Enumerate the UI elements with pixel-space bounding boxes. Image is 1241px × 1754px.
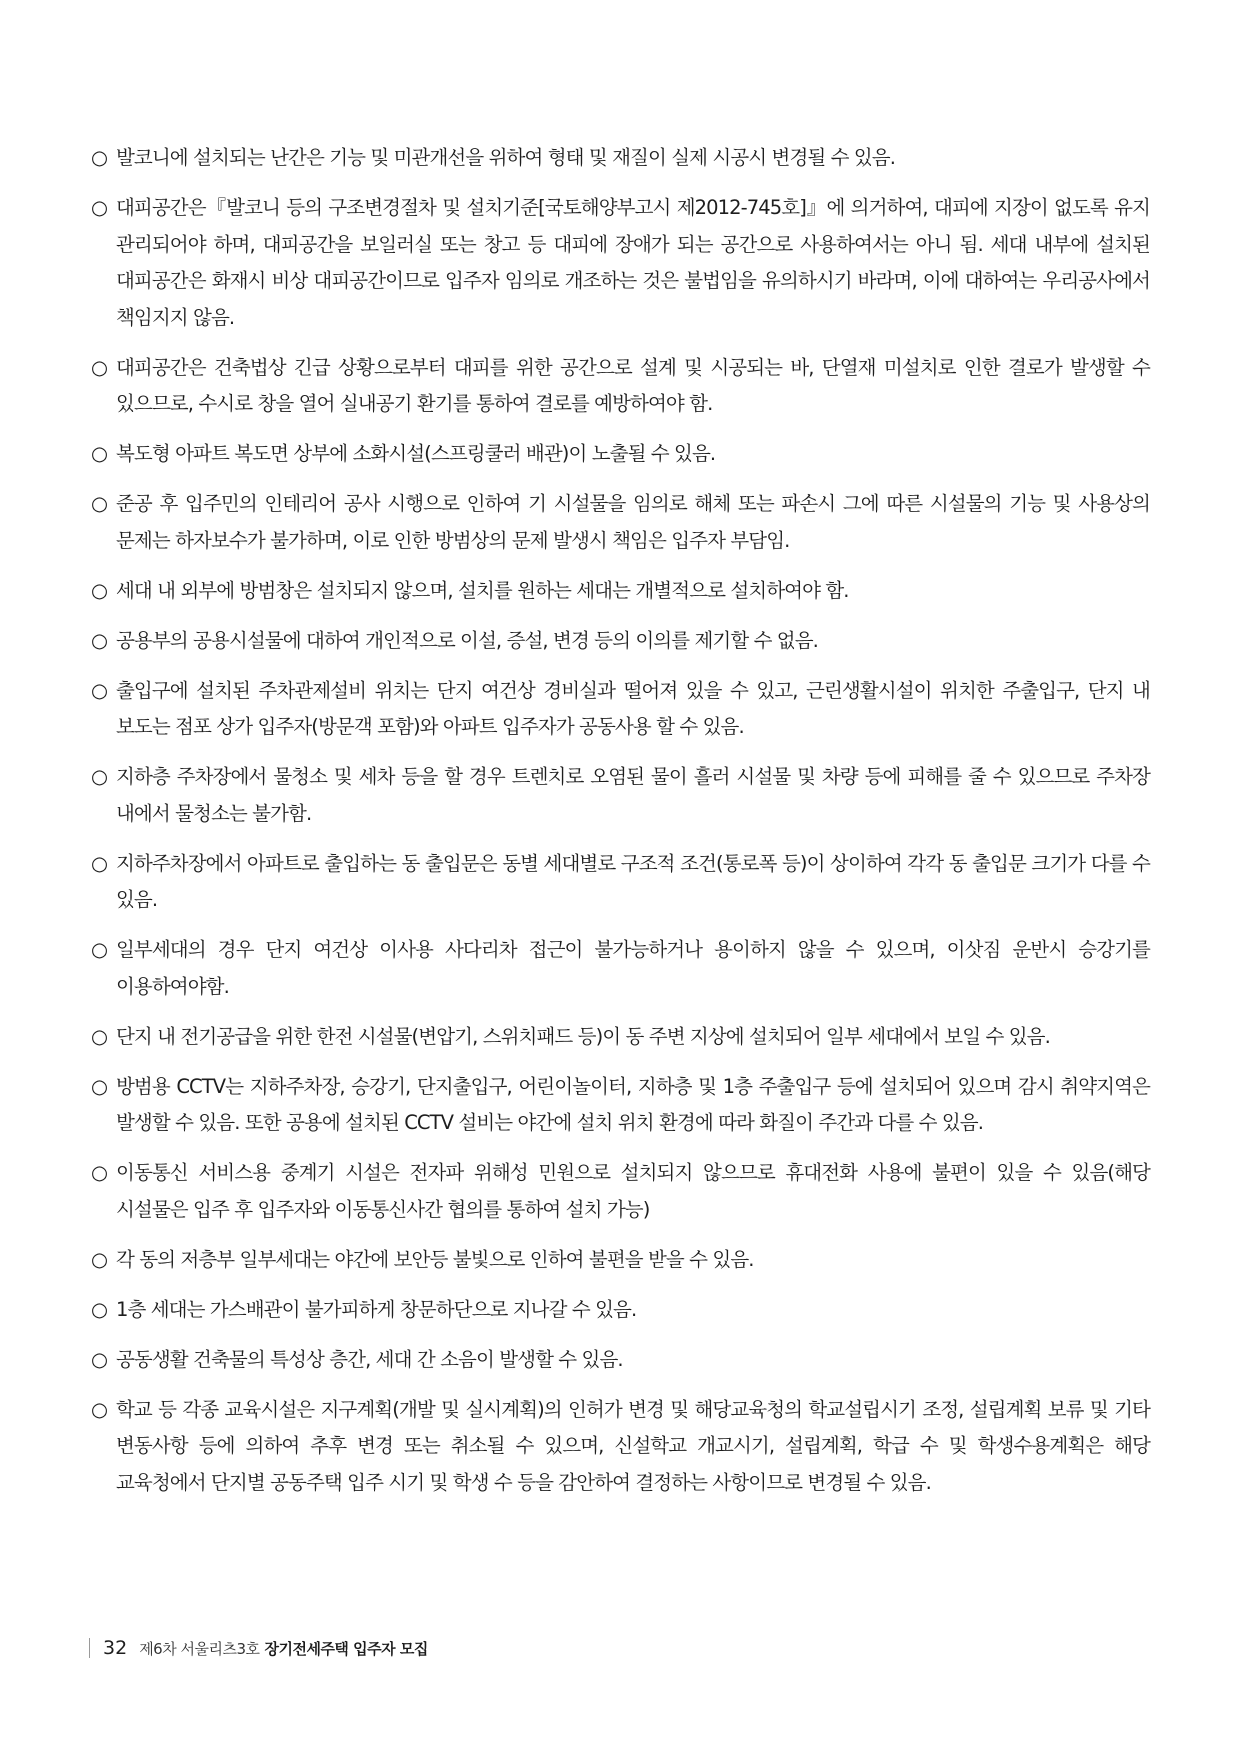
- page-footer: [89, 1636, 428, 1660]
- bullet-circle-icon: ○: [91, 851, 109, 875]
- notice-text: 지하주차장에서 아파트로 출입하는 동 출입문은 동별 세대별로 구조적 조건(통로폭 등)이 상이하여 각각 동 출입문 크기가 다를 수 있음.: [116, 851, 1150, 911]
- notice-item: [91, 573, 1150, 610]
- notice-item: [91, 1242, 1150, 1279]
- notice-item: [91, 350, 1150, 423]
- notice-text: 대피공간은 건축법상 긴급 상황으로부터 대피를 위한 공간으로 설계 및 시공되는 바, 단열재 미설치로 인한 결로가 발생할 수 있으므로, 수시로 창을 열어 실내공기 환기를 통하여 결로를 예방하여야 함.: [116, 355, 1150, 415]
- notice-item: [91, 1019, 1150, 1056]
- document-series: 제6차 서울리츠3호: [139, 1639, 260, 1658]
- footer-divider: [89, 1638, 90, 1658]
- bullet-circle-icon: ○: [91, 628, 109, 652]
- notice-item: [91, 846, 1150, 919]
- notice-text: 이동통신 서비스용 중계기 시설은 전자파 위해성 민원으로 설치되지 않으므로 휴대전화 사용에 불편이 있을 수 있음(해당 시설물은 입주 후 입주자와 이동통신사간 협의를 통하여 설치 가능): [116, 1161, 1150, 1221]
- notice-item: [91, 932, 1150, 1005]
- bullet-circle-icon: ○: [91, 938, 109, 961]
- bullet-circle-icon: ○: [91, 492, 109, 515]
- bullet-circle-icon: ○: [91, 765, 109, 788]
- notice-text: 준공 후 입주민의 인테리어 공사 시행으로 인하여 기 시설물을 임의로 해체 또는 파손시 그에 따른 시설물의 기능 및 사용상의 문제는 하자보수가 불가하며, 이로 인한 방범상의 문제 발생시 책임은 입주자 부담임.: [116, 492, 1150, 552]
- bullet-circle-icon: ○: [91, 678, 109, 702]
- notice-item: [91, 759, 1150, 832]
- notice-list: [91, 140, 1150, 1515]
- bullet-circle-icon: ○: [91, 1161, 109, 1184]
- notice-text: 지하층 주차장에서 물청소 및 세차 등을 할 경우 트렌치로 오염된 물이 흘러 시설물 및 차량 등에 피해를 줄 수 있으므로 주차장 내에서 물청소는 불가함.: [116, 765, 1150, 825]
- notice-text: 단지 내 전기공급을 위한 한전 시설물(변압기, 스위치패드 등)이 동 주변 지상에 설치되어 일부 세대에서 보일 수 있음.: [116, 1024, 1050, 1048]
- bullet-circle-icon: ○: [91, 196, 109, 219]
- bullet-circle-icon: ○: [91, 1297, 109, 1321]
- notice-text: 세대 내 외부에 방범창은 설치되지 않으며, 설치를 원하는 세대는 개별적으로 설치하여야 함.: [116, 578, 849, 602]
- notice-text: 공동생활 건축물의 특성상 층간, 세대 간 소음이 발생할 수 있음.: [116, 1347, 623, 1371]
- bullet-circle-icon: ○: [91, 355, 109, 379]
- bullet-circle-icon: ○: [91, 146, 109, 169]
- document-title: 장기전세주택 입주자 모집: [264, 1639, 428, 1658]
- page-number: 32: [103, 1637, 128, 1659]
- bullet-circle-icon: ○: [91, 1397, 109, 1421]
- bullet-circle-icon: ○: [91, 578, 109, 602]
- notice-item: [91, 673, 1150, 746]
- notice-item: [91, 1069, 1150, 1142]
- notice-text: 각 동의 저층부 일부세대는 야간에 보안등 불빛으로 인하여 불편을 받을 수 있음.: [116, 1247, 754, 1271]
- bullet-circle-icon: ○: [91, 1247, 109, 1271]
- notice-item: [91, 436, 1150, 473]
- notice-item: [91, 140, 1150, 177]
- notice-text: 복도형 아파트 복도면 상부에 소화시설(스프링쿨러 배관)이 노출될 수 있음.: [116, 442, 716, 465]
- notice-text: 1층 세대는 가스배관이 불가피하게 창문하단으로 지나갈 수 있음.: [116, 1297, 637, 1321]
- notice-text: 출입구에 설치된 주차관제설비 위치는 단지 여건상 경비실과 떨어져 있을 수 있고, 근린생활시설이 위치한 주출입구, 단지 내 보도는 점포 상가 입주자(방문객 포함)와 아파트 입주자가 공동사용 할 수 있음.: [116, 678, 1150, 738]
- notice-text: 방범용 CCTV는 지하주차장, 승강기, 단지출입구, 어린이놀이터, 지하층 및 1층 주출입구 등에 설치되어 있으며 감시 취약지역은 발생할 수 있음. 또한 공용에 설치된 CCTV 설비는 야간에 설치 위치 환경에 따라 화질이 주간과 다를 수 있음.: [116, 1074, 1150, 1134]
- notice-item: [91, 623, 1150, 660]
- bullet-circle-icon: ○: [91, 1024, 109, 1048]
- notice-item: [91, 1155, 1150, 1228]
- notice-text: 대피공간은『발코니 등의 구조변경절차 및 설치기준[국토해양부고시 제2012-745호]』에 의거하여, 대피에 지장이 없도록 유지 관리되어야 하며, 대피공간을 보일러실 또는 창고 등 대피에 장애가 되는 공간으로 사용하여서는 아니 됨. 세대 내부에 설치된 대피공간은 화재시 비상 대피공간이므로 입주자 임의로 개조하는 것은 불법임을 유의하시기 바라며, 이에 대하여는 우리공사에서 책임지지 않음.: [116, 196, 1150, 329]
- notice-item: [91, 1292, 1150, 1329]
- notice-text: 학교 등 각종 교육시설은 지구계획(개발 및 실시계획)의 인허가 변경 및 해당교육청의 학교설립시기 조정, 설립계획 보류 및 기타 변동사항 등에 의하여 추후 변경 또는 취소될 수 있으며, 신설학교 개교시기, 설립계획, 학급 수 및 학생수용계획은 해당 교육청에서 단지별 공동주택 입주 시기 및 학생 수 등을 감안하여 결정하는 사항이므로 변경될 수 있음.: [116, 1397, 1150, 1494]
- notice-text: 공용부의 공용시설물에 대하여 개인적으로 이설, 증설, 변경 등의 이의를 제기할 수 없음.: [116, 628, 818, 652]
- notice-item: [91, 1342, 1150, 1379]
- bullet-circle-icon: ○: [91, 1074, 109, 1098]
- notice-item: [91, 1392, 1150, 1502]
- notice-text: 발코니에 설치되는 난간은 기능 및 미관개선을 위하여 형태 및 재질이 실제 시공시 변경될 수 있음.: [116, 146, 896, 169]
- notice-text: 일부세대의 경우 단지 여건상 이사용 사다리차 접근이 불가능하거나 용이하지 않을 수 있으며, 이삿짐 운반시 승강기를 이용하여야함.: [116, 938, 1150, 998]
- notice-item: [91, 190, 1150, 336]
- bullet-circle-icon: ○: [91, 442, 109, 465]
- notice-item: [91, 486, 1150, 559]
- bullet-circle-icon: ○: [91, 1347, 109, 1371]
